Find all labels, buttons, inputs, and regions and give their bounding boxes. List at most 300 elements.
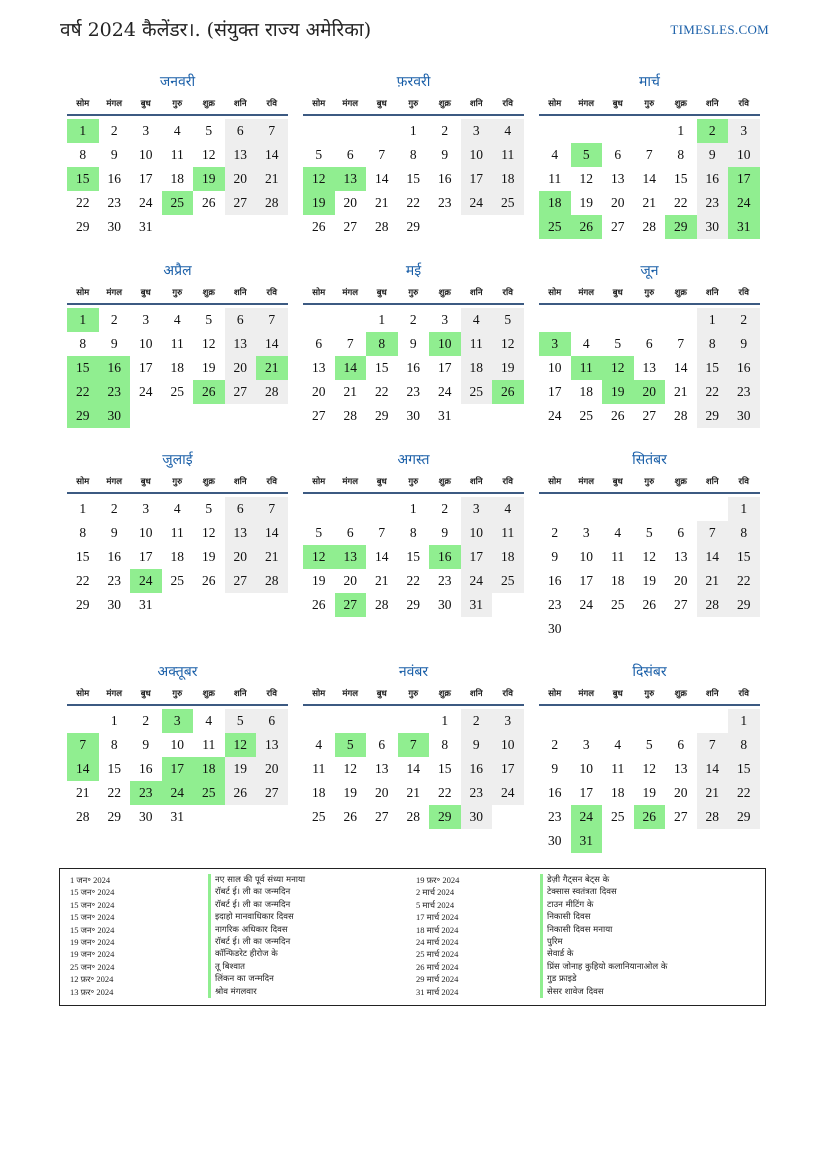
day-cell[interactable]: 22 (438, 785, 452, 800)
day-cell[interactable]: 26 (312, 597, 326, 612)
day-cell[interactable]: 12 (642, 761, 656, 776)
day-cell[interactable]: 21 (256, 545, 288, 569)
day-cell[interactable]: 1 (79, 501, 87, 516)
day-cell[interactable]: 24 (162, 781, 194, 805)
day-cell[interactable]: 12 (343, 761, 357, 776)
day-cell[interactable]: 29 (406, 597, 420, 612)
day-cell[interactable]: 1 (409, 501, 417, 516)
day-cell[interactable]: 14 (674, 360, 688, 375)
day-cell[interactable]: 4 (492, 497, 524, 521)
day-cell[interactable]: 10 (170, 737, 184, 752)
day-cell[interactable]: 24 (728, 191, 760, 215)
day-cell[interactable]: 20 (343, 573, 357, 588)
day-cell[interactable]: 30 (548, 833, 562, 848)
day-cell[interactable]: 26 (634, 805, 666, 829)
day-cell[interactable]: 27 (225, 569, 257, 593)
day-cell[interactable]: 29 (406, 219, 420, 234)
day-cell[interactable]: 15 (406, 171, 420, 186)
day-cell[interactable]: 20 (634, 380, 666, 404)
day-cell[interactable]: 30 (406, 408, 420, 423)
day-cell[interactable]: 17 (139, 171, 153, 186)
day-cell[interactable]: 30 (548, 621, 562, 636)
day-cell[interactable]: 20 (225, 545, 257, 569)
day-cell[interactable]: 7 (378, 525, 386, 540)
day-cell[interactable]: 17 (492, 757, 524, 781)
day-cell[interactable]: 24 (492, 781, 524, 805)
day-cell[interactable]: 1 (409, 123, 417, 138)
day-cell[interactable]: 8 (79, 525, 87, 540)
day-cell[interactable]: 6 (346, 147, 354, 162)
day-cell[interactable]: 2 (110, 312, 118, 327)
day-cell[interactable]: 30 (728, 404, 760, 428)
day-cell[interactable]: 20 (611, 195, 625, 210)
day-cell[interactable]: 20 (674, 573, 688, 588)
day-cell[interactable]: 9 (110, 147, 118, 162)
day-cell[interactable]: 11 (611, 761, 625, 776)
day-cell[interactable]: 3 (461, 497, 493, 521)
day-cell[interactable]: 11 (170, 525, 184, 540)
day-cell[interactable]: 9 (461, 733, 493, 757)
day-cell[interactable]: 28 (256, 569, 288, 593)
day-cell[interactable]: 20 (375, 785, 389, 800)
day-cell[interactable]: 17 (438, 360, 452, 375)
day-cell[interactable]: 25 (162, 191, 194, 215)
day-cell[interactable]: 18 (461, 356, 493, 380)
day-cell[interactable]: 22 (67, 380, 99, 404)
day-cell[interactable]: 9 (551, 761, 559, 776)
day-cell[interactable]: 21 (406, 785, 420, 800)
day-cell[interactable]: 3 (461, 119, 493, 143)
day-cell[interactable]: 16 (406, 360, 420, 375)
day-cell[interactable]: 13 (375, 761, 389, 776)
day-cell[interactable]: 16 (548, 785, 562, 800)
day-cell[interactable]: 26 (225, 781, 257, 805)
day-cell[interactable]: 13 (611, 171, 625, 186)
day-cell[interactable]: 19 (579, 195, 593, 210)
day-cell[interactable]: 7 (697, 521, 729, 545)
day-cell[interactable]: 4 (461, 308, 493, 332)
day-cell[interactable]: 18 (170, 171, 184, 186)
day-cell[interactable]: 13 (225, 143, 257, 167)
day-cell[interactable]: 3 (539, 332, 571, 356)
day-cell[interactable]: 5 (315, 147, 323, 162)
day-cell[interactable]: 23 (406, 384, 420, 399)
day-cell[interactable]: 3 (142, 501, 150, 516)
day-cell[interactable]: 3 (728, 119, 760, 143)
day-cell[interactable]: 10 (579, 761, 593, 776)
day-cell[interactable]: 1 (677, 123, 685, 138)
day-cell[interactable]: 10 (492, 733, 524, 757)
day-cell[interactable]: 9 (441, 525, 449, 540)
day-cell[interactable]: 17 (579, 785, 593, 800)
day-cell[interactable]: 24 (548, 408, 562, 423)
day-cell[interactable]: 26 (202, 195, 216, 210)
day-cell[interactable]: 29 (697, 404, 729, 428)
day-cell[interactable]: 19 (343, 785, 357, 800)
day-cell[interactable]: 30 (107, 219, 121, 234)
day-cell[interactable]: 7 (697, 733, 729, 757)
day-cell[interactable]: 7 (645, 147, 653, 162)
day-cell[interactable]: 25 (170, 384, 184, 399)
day-cell[interactable]: 5 (335, 733, 367, 757)
day-cell[interactable]: 4 (614, 737, 622, 752)
day-cell[interactable]: 24 (461, 191, 493, 215)
day-cell[interactable]: 21 (697, 569, 729, 593)
day-cell[interactable]: 15 (107, 761, 121, 776)
day-cell[interactable]: 28 (406, 809, 420, 824)
day-cell[interactable]: 15 (67, 167, 99, 191)
day-cell[interactable]: 14 (375, 549, 389, 564)
day-cell[interactable]: 5 (315, 525, 323, 540)
day-cell[interactable]: 19 (492, 356, 524, 380)
day-cell[interactable]: 23 (548, 809, 562, 824)
day-cell[interactable]: 11 (170, 147, 184, 162)
day-cell[interactable]: 13 (312, 360, 326, 375)
day-cell[interactable]: 11 (492, 521, 524, 545)
day-cell[interactable]: 10 (429, 332, 461, 356)
day-cell[interactable]: 2 (110, 123, 118, 138)
day-cell[interactable]: 12 (579, 171, 593, 186)
day-cell[interactable]: 4 (205, 713, 213, 728)
day-cell[interactable]: 23 (697, 191, 729, 215)
day-cell[interactable]: 22 (406, 195, 420, 210)
day-cell[interactable]: 4 (582, 336, 590, 351)
day-cell[interactable]: 9 (110, 336, 118, 351)
day-cell[interactable]: 23 (728, 380, 760, 404)
day-cell[interactable]: 28 (375, 597, 389, 612)
day-cell[interactable]: 12 (202, 336, 216, 351)
day-cell[interactable]: 8 (366, 332, 398, 356)
day-cell[interactable]: 26 (571, 215, 603, 239)
day-cell[interactable]: 12 (202, 147, 216, 162)
day-cell[interactable]: 12 (225, 733, 257, 757)
day-cell[interactable]: 29 (67, 404, 99, 428)
day-cell[interactable]: 24 (139, 195, 153, 210)
day-cell[interactable]: 26 (611, 408, 625, 423)
day-cell[interactable]: 16 (461, 757, 493, 781)
day-cell[interactable]: 28 (76, 809, 90, 824)
day-cell[interactable]: 3 (582, 525, 590, 540)
day-cell[interactable]: 7 (378, 147, 386, 162)
day-cell[interactable]: 1 (110, 713, 118, 728)
day-cell[interactable]: 25 (170, 573, 184, 588)
day-cell[interactable]: 20 (256, 757, 288, 781)
day-cell[interactable]: 27 (674, 809, 688, 824)
day-cell[interactable]: 2 (441, 501, 449, 516)
day-cell[interactable]: 11 (548, 171, 562, 186)
day-cell[interactable]: 31 (571, 829, 603, 853)
day-cell[interactable]: 15 (375, 360, 389, 375)
day-cell[interactable]: 10 (139, 147, 153, 162)
day-cell[interactable]: 23 (438, 573, 452, 588)
day-cell[interactable]: 4 (492, 119, 524, 143)
day-cell[interactable]: 25 (611, 809, 625, 824)
day-cell[interactable]: 22 (728, 781, 760, 805)
day-cell[interactable]: 2 (461, 709, 493, 733)
day-cell[interactable]: 11 (461, 332, 493, 356)
day-cell[interactable]: 8 (79, 147, 87, 162)
day-cell[interactable]: 23 (107, 573, 121, 588)
day-cell[interactable]: 12 (303, 545, 335, 569)
day-cell[interactable]: 5 (571, 143, 603, 167)
day-cell[interactable]: 7 (256, 119, 288, 143)
day-cell[interactable]: 28 (343, 408, 357, 423)
day-cell[interactable]: 8 (697, 332, 729, 356)
day-cell[interactable]: 7 (256, 308, 288, 332)
day-cell[interactable]: 13 (335, 545, 367, 569)
day-cell[interactable]: 23 (461, 781, 493, 805)
day-cell[interactable]: 2 (551, 525, 559, 540)
day-cell[interactable]: 20 (225, 356, 257, 380)
day-cell[interactable]: 21 (697, 781, 729, 805)
day-cell[interactable]: 16 (107, 549, 121, 564)
day-cell[interactable]: 24 (579, 597, 593, 612)
day-cell[interactable]: 20 (312, 384, 326, 399)
day-cell[interactable]: 12 (303, 167, 335, 191)
day-cell[interactable]: 16 (548, 573, 562, 588)
day-cell[interactable]: 30 (697, 215, 729, 239)
day-cell[interactable]: 3 (162, 709, 194, 733)
day-cell[interactable]: 29 (76, 597, 90, 612)
day-cell[interactable]: 2 (697, 119, 729, 143)
day-cell[interactable]: 16 (139, 761, 153, 776)
day-cell[interactable]: 28 (697, 805, 729, 829)
day-cell[interactable]: 6 (346, 525, 354, 540)
day-cell[interactable]: 25 (579, 408, 593, 423)
day-cell[interactable]: 3 (582, 737, 590, 752)
day-cell[interactable]: 28 (256, 380, 288, 404)
day-cell[interactable]: 1 (441, 713, 449, 728)
day-cell[interactable]: 24 (571, 805, 603, 829)
day-cell[interactable]: 15 (697, 356, 729, 380)
day-cell[interactable]: 16 (107, 171, 121, 186)
day-cell[interactable]: 25 (461, 380, 493, 404)
day-cell[interactable]: 29 (375, 408, 389, 423)
day-cell[interactable]: 21 (256, 356, 288, 380)
day-cell[interactable]: 12 (642, 549, 656, 564)
day-cell[interactable]: 29 (107, 809, 121, 824)
day-cell[interactable]: 28 (697, 593, 729, 617)
day-cell[interactable]: 21 (343, 384, 357, 399)
day-cell[interactable]: 11 (611, 549, 625, 564)
day-cell[interactable]: 9 (441, 147, 449, 162)
day-cell[interactable]: 22 (107, 785, 121, 800)
day-cell[interactable]: 3 (142, 123, 150, 138)
day-cell[interactable]: 25 (539, 215, 571, 239)
day-cell[interactable]: 2 (728, 308, 760, 332)
day-cell[interactable]: 13 (225, 521, 257, 545)
day-cell[interactable]: 2 (441, 123, 449, 138)
day-cell[interactable]: 1 (697, 308, 729, 332)
day-cell[interactable]: 25 (312, 809, 326, 824)
day-cell[interactable]: 10 (139, 525, 153, 540)
day-cell[interactable]: 2 (110, 501, 118, 516)
day-cell[interactable]: 4 (173, 312, 181, 327)
day-cell[interactable]: 21 (674, 384, 688, 399)
day-cell[interactable]: 23 (99, 380, 131, 404)
day-cell[interactable]: 14 (67, 757, 99, 781)
day-cell[interactable]: 9 (728, 332, 760, 356)
day-cell[interactable]: 7 (256, 497, 288, 521)
day-cell[interactable]: 4 (315, 737, 323, 752)
day-cell[interactable]: 13 (674, 549, 688, 564)
day-cell[interactable]: 31 (461, 593, 493, 617)
day-cell[interactable]: 18 (492, 167, 524, 191)
day-cell[interactable]: 9 (551, 549, 559, 564)
day-cell[interactable]: 12 (202, 525, 216, 540)
day-cell[interactable]: 11 (492, 143, 524, 167)
day-cell[interactable]: 1 (67, 119, 99, 143)
day-cell[interactable]: 2 (142, 713, 150, 728)
day-cell[interactable]: 9 (409, 336, 417, 351)
day-cell[interactable]: 29 (728, 805, 760, 829)
day-cell[interactable]: 17 (461, 167, 493, 191)
day-cell[interactable]: 19 (642, 785, 656, 800)
day-cell[interactable]: 17 (461, 545, 493, 569)
day-cell[interactable]: 13 (335, 167, 367, 191)
day-cell[interactable]: 10 (579, 549, 593, 564)
day-cell[interactable]: 22 (76, 573, 90, 588)
day-cell[interactable]: 26 (642, 597, 656, 612)
day-cell[interactable]: 21 (375, 195, 389, 210)
day-cell[interactable]: 27 (335, 593, 367, 617)
day-cell[interactable]: 8 (728, 733, 760, 757)
day-cell[interactable]: 19 (602, 380, 634, 404)
day-cell[interactable]: 15 (67, 356, 99, 380)
day-cell[interactable]: 11 (202, 737, 216, 752)
day-cell[interactable]: 16 (697, 167, 729, 191)
day-cell[interactable]: 24 (461, 569, 493, 593)
day-cell[interactable]: 21 (375, 573, 389, 588)
day-cell[interactable]: 10 (728, 143, 760, 167)
day-cell[interactable]: 22 (674, 195, 688, 210)
day-cell[interactable]: 28 (256, 191, 288, 215)
day-cell[interactable]: 5 (225, 709, 257, 733)
day-cell[interactable]: 16 (429, 545, 461, 569)
site-logo[interactable]: TIMESLES.COM (670, 22, 769, 37)
day-cell[interactable]: 4 (173, 501, 181, 516)
day-cell[interactable]: 20 (674, 785, 688, 800)
day-cell[interactable]: 24 (438, 384, 452, 399)
day-cell[interactable]: 19 (642, 573, 656, 588)
day-cell[interactable]: 4 (173, 123, 181, 138)
day-cell[interactable]: 14 (406, 761, 420, 776)
day-cell[interactable]: 22 (76, 195, 90, 210)
day-cell[interactable]: 18 (312, 785, 326, 800)
day-cell[interactable]: 6 (225, 119, 257, 143)
day-cell[interactable]: 30 (461, 805, 493, 829)
day-cell[interactable]: 4 (614, 525, 622, 540)
day-cell[interactable]: 23 (438, 195, 452, 210)
day-cell[interactable]: 19 (225, 757, 257, 781)
day-cell[interactable]: 21 (256, 167, 288, 191)
day-cell[interactable]: 18 (611, 573, 625, 588)
day-cell[interactable]: 18 (193, 757, 225, 781)
day-cell[interactable]: 31 (139, 597, 153, 612)
day-cell[interactable]: 2 (409, 312, 417, 327)
day-cell[interactable]: 27 (674, 597, 688, 612)
day-cell[interactable]: 17 (139, 549, 153, 564)
day-cell[interactable]: 21 (76, 785, 90, 800)
day-cell[interactable]: 19 (202, 360, 216, 375)
day-cell[interactable]: 30 (438, 597, 452, 612)
day-cell[interactable]: 1 (728, 497, 760, 521)
day-cell[interactable]: 16 (438, 171, 452, 186)
day-cell[interactable]: 5 (205, 501, 213, 516)
day-cell[interactable]: 18 (539, 191, 571, 215)
day-cell[interactable]: 6 (256, 709, 288, 733)
day-cell[interactable]: 9 (697, 143, 729, 167)
day-cell[interactable]: 20 (225, 167, 257, 191)
day-cell[interactable]: 4 (551, 147, 559, 162)
day-cell[interactable]: 6 (378, 737, 386, 752)
day-cell[interactable]: 19 (312, 573, 326, 588)
day-cell[interactable]: 19 (303, 191, 335, 215)
day-cell[interactable]: 5 (645, 737, 653, 752)
day-cell[interactable]: 19 (193, 167, 225, 191)
day-cell[interactable]: 5 (645, 525, 653, 540)
day-cell[interactable]: 6 (225, 308, 257, 332)
day-cell[interactable]: 17 (728, 167, 760, 191)
day-cell[interactable]: 3 (492, 709, 524, 733)
day-cell[interactable]: 21 (642, 195, 656, 210)
day-cell[interactable]: 26 (343, 809, 357, 824)
day-cell[interactable]: 28 (642, 219, 656, 234)
day-cell[interactable]: 28 (375, 219, 389, 234)
day-cell[interactable]: 29 (76, 219, 90, 234)
day-cell[interactable]: 15 (674, 171, 688, 186)
day-cell[interactable]: 17 (139, 360, 153, 375)
day-cell[interactable]: 25 (193, 781, 225, 805)
day-cell[interactable]: 19 (202, 549, 216, 564)
day-cell[interactable]: 29 (728, 593, 760, 617)
day-cell[interactable]: 5 (614, 336, 622, 351)
day-cell[interactable]: 1 (378, 312, 386, 327)
day-cell[interactable]: 20 (343, 195, 357, 210)
day-cell[interactable]: 6 (614, 147, 622, 162)
day-cell[interactable]: 18 (492, 545, 524, 569)
day-cell[interactable]: 27 (225, 191, 257, 215)
day-cell[interactable]: 8 (110, 737, 118, 752)
day-cell[interactable]: 26 (202, 573, 216, 588)
day-cell[interactable]: 15 (728, 545, 760, 569)
day-cell[interactable]: 17 (162, 757, 194, 781)
day-cell[interactable]: 6 (315, 336, 323, 351)
day-cell[interactable]: 1 (728, 709, 760, 733)
day-cell[interactable]: 10 (548, 360, 562, 375)
day-cell[interactable]: 31 (438, 408, 452, 423)
day-cell[interactable]: 27 (375, 809, 389, 824)
day-cell[interactable]: 10 (461, 521, 493, 545)
day-cell[interactable]: 3 (441, 312, 449, 327)
day-cell[interactable]: 25 (492, 191, 524, 215)
day-cell[interactable]: 8 (677, 147, 685, 162)
day-cell[interactable]: 17 (548, 384, 562, 399)
day-cell[interactable]: 22 (697, 380, 729, 404)
day-cell[interactable]: 18 (170, 360, 184, 375)
day-cell[interactable]: 25 (611, 597, 625, 612)
day-cell[interactable]: 23 (107, 195, 121, 210)
day-cell[interactable]: 14 (335, 356, 367, 380)
day-cell[interactable]: 27 (225, 380, 257, 404)
day-cell[interactable]: 13 (225, 332, 257, 356)
day-cell[interactable]: 15 (438, 761, 452, 776)
day-cell[interactable]: 11 (312, 761, 326, 776)
day-cell[interactable]: 1 (67, 308, 99, 332)
day-cell[interactable]: 18 (611, 785, 625, 800)
day-cell[interactable]: 31 (728, 215, 760, 239)
day-cell[interactable]: 8 (79, 336, 87, 351)
